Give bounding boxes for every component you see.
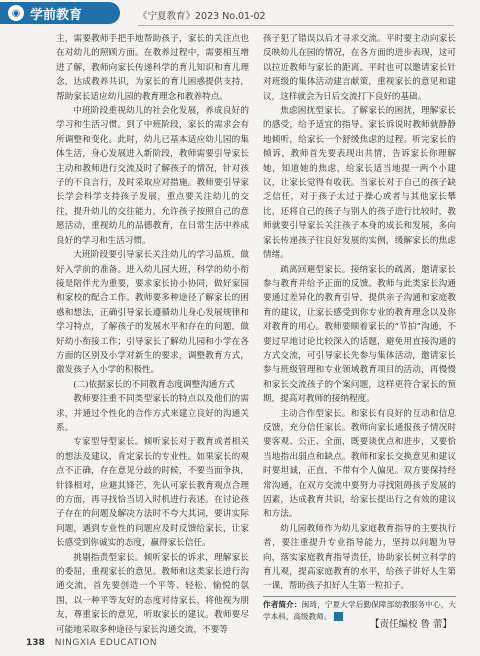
paragraph: 幼儿园教师作为幼儿家庭教育指导的主要执行者，要注重提升专业指导能力，坚持以问题为导向，落实家庭教育指导责任，协助家长树立科学的育儿观，提高家庭教育的水平，给孩子讲好人生第一课，帮助孩子扣好人生第一粒扣子。 [263, 523, 456, 592]
right-column [263, 32, 457, 621]
section-badge [0, 2, 120, 24]
paragraph: 教师要注重不同类型家长的特点以及他们的需求，并通过个性化的合作方式来建立良好的沟通关系。 [56, 394, 249, 433]
publication-name: NINGXIA EDUCATION [54, 638, 158, 648]
end-mark-icon [334, 612, 343, 621]
paragraph: 孩子犯了错误以后才寻求交流。平时要主动向家长反映幼儿在园的情况，在各方面的进步表现，这可以拉近教师与家长的距离。平时也可以邀请家长针对班级的集体活动建言献策，重视家长的意见和建议，这样就会为日后交流打下良好的基础。 [263, 34, 456, 102]
paragraph: 挑剔指责型家长。倾听家长的诉求，理解家长的委屈，重视家长的意见。教师和这类家长进行沟通交流，首先要创造一个平等、轻松、愉悦的氛围，以一种平等友好的态度对待家长，将他视为朋友，尊重家长的意见，听取家长的建议。教师要尽可能地采取多种途径与家长沟通交流，不要等 [56, 552, 249, 635]
left-column [56, 32, 249, 635]
section-title: 学前教育 [30, 7, 83, 23]
page-footer [26, 638, 157, 648]
paragraph: 中班阶段重视幼儿的社会化发展，养成良好的学习和生活习惯。到了中班阶段，家长的需求会有所调整和变化。此时，幼儿已基本适应幼儿园的集体生活，身心发展进入新阶段，教师需要引导家长主动和教师进行交流及时了解孩子的情况，针对孩子的不良言行，及时采取应对措施。教师要引导家长学会科学支持孩子发展，重点要关注幼儿的交往，提升幼儿的交往能力，允许孩子按照自己的意愿活动，重视幼儿的品德教育，在日常生活中养成良好的学习和生活习惯。 [56, 106, 249, 246]
paragraph: 大班阶段要引导家长关注幼儿的学习品质，做好入学前的准备。进入幼儿园大班，科学的幼小衔接是陪伴尤为重要，要求家长协小协同，做好家园和家校的配合工作。教师要多种途径了解家长的困惑和想法，正确引导家长遵循幼儿身心发展规律和学习特点，了解孩子的发展水平和存在的问题，做好幼小衔接工作；引导家长了解幼儿园和小学在各方面的区别及小学对新生的要求，调整教育方式，激发孩子入小学的积极性。 [56, 250, 249, 376]
header-rule [138, 25, 454, 26]
journal-line: 《宁夏教育》2023 No.01-02 [138, 11, 266, 22]
page-number: 138 [26, 638, 45, 648]
paragraph: 专家型导型家长。倾听家长对于教育或者相关的想法及建议，肯定家长的专业性。如果家长的观点不正确，存在意见分歧的时候，不要当面争执，针锋相对，应避其锋芒，先认可家长教育观点合理的方面，再寻找恰当切入时机进行表述。在讨论孩子存在的问题及解决方法时不夸大其词，要讲实际问题，遇到专业性的问题应及时反馈给家长，让家长感受到你诚实的态度，赢得家长信任。 [56, 437, 249, 549]
paragraph: 主动合作型家长。和家长有良好的互动和信息反馈，充分信任家长。教师向家长通报孩子情况时要客观、公正、全面，既要谈优点和进步，又要恰当地指出弱点和缺点。教师和家长交换意见和建议时要坦诚，正直，不带有个人偏见。双方要保持经常沟通，在双方交流中要努力寻找阻碍孩子发展的因素，达成教育共识，给家长提出行之有效的建议和方法。 [263, 408, 456, 520]
paragraph: 主，需要教师手把手地帮助孩子，家长的关注点也在对幼儿的照顾方面。在教养过程中，需要相互增进了解，教师向家长传递科学的育儿知识和育儿理念，达成教养共识，为家长的育儿困惑提供支持，帮助家长适应幼儿园的教育理念和教养特点。 [56, 34, 249, 102]
author-label: 作者简介： [263, 599, 302, 609]
author-text: 闽琦，宁夏大学后勤保障部幼教服务中心，大学本科，高级教师。 [263, 599, 457, 621]
editor-note: 【责任编校 鲁 蕾】 [369, 619, 452, 630]
section-heading: (二)依据家长的不同教育态度调整沟通方式 [73, 379, 235, 390]
section-logo-icon: ◉ [8, 5, 24, 21]
paragraph: 疏离回避型家长。接纳家长的疏离，邀请家长参与教育并给予正面的反馈。教师与此类家长沟通要通过差异化的教育引导，提供亲子沟通和家庭教育的建议，让家长感受到你专业的教育理念以及你对教育的用心。教师要顺着家长的“节拍”沟通，不要过早地讨论比较深入的话题，避免用直接沟通的方式交流，可引导家长先参与集体活动，邀请家长参与班级管理和专业领域教育项目的活动，再慢慢和家长交流孩子的个案问题，这样更符合家长的预期，提高对教师的接纳程度。 [263, 264, 456, 405]
page-header [0, 0, 480, 32]
paragraph: 焦虑困扰型家长。了解家长的困扰，理解家长的感受，给予适宜的指导。家长诉说时教师就静静地倾听，给家长一个舒缓焦虑的过程。听完家长的倾诉，教师首先要表现出共情，告诉家长你理解她，知道她的焦虑，给家长适当地提一两个小建议，让家长觉得有收获。当家长对于自己的孩子缺乏信任，对于孩子太过于操心或者与其他家长攀比，还将自己的孩子与别人的孩子进行比较时，教师就要引导家长关注孩子本身的成长和发展，多向家长传递孩子往良好发展的实例，缓解家长的焦虑情绪。 [263, 106, 456, 261]
